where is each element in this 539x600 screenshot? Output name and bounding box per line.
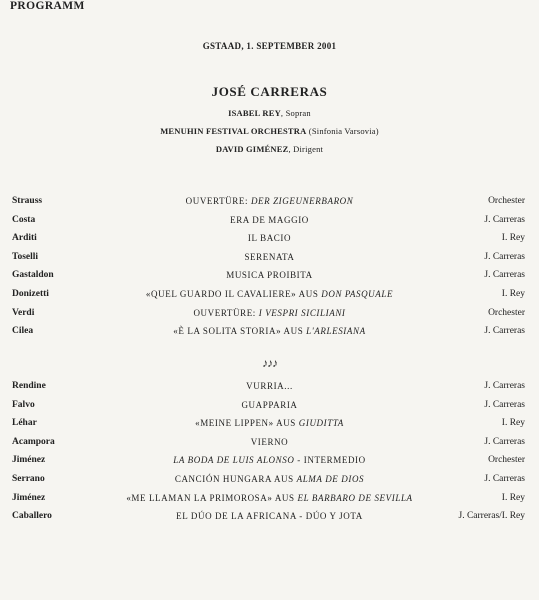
program-row [0,474,539,490]
work-title [0,252,539,262]
performer-name: J. Carreras [484,326,525,337]
main-performer: JOSÉ CARRERAS [211,84,328,99]
work-title [0,400,539,410]
performer-name: I. Rey [501,492,525,503]
work-text: «È LA SOLITA STORIA» AUS [173,326,307,337]
performer-name: J. Carreras [484,270,525,281]
work-text: «QUEL GUARDO IL CAVALIERE» AUS [145,289,322,299]
program-row [0,400,539,416]
work-opera-title: EL BARBARO DE SEVILLA [297,492,413,503]
program-row [0,252,539,268]
work-opera-title: I VESPRI SICILIANI [258,307,346,318]
performer-name: Orchester [488,455,525,466]
work-title [0,233,539,243]
composer-name: Gastaldon [12,270,54,281]
performer-name: Orchester [488,307,525,318]
program-row [0,196,539,212]
credit-role: , Sopran [280,108,311,118]
credit-role: , Dirigent [288,144,324,154]
program-row [0,455,539,471]
composer-name: Toselli [12,251,39,262]
work-text: «MEINE LIPPEN» AUS [195,418,299,429]
work-title [0,418,539,428]
work-opera-title: ALMA DE DIOS [296,474,365,484]
work-opera-title: DER ZIGEUNERBARON [250,196,354,206]
credit-role: (Sinfonia Varsovia) [306,126,379,136]
composer-name: Donizetti [12,289,49,299]
credit-name: MENUHIN FESTIVAL ORCHESTRA [160,126,307,136]
composer-name: Acampora [12,436,55,447]
performer-name: J. Carreras [484,474,525,484]
composer-name: Jiménez [12,455,46,466]
work-text: OUVERTÜRE: [193,307,259,318]
composer-name: Arditi [12,233,37,244]
work-opera-title: DON PASQUALE [321,289,394,299]
work-title [0,196,539,206]
work-title [0,474,539,484]
work-text: IL BACIO [247,233,292,244]
work-text: VURRIA... [246,381,293,391]
work-title [0,270,539,280]
work-text: ERA DE MAGGIO [230,214,309,225]
composer-name: Cilea [12,326,34,337]
work-title [0,308,539,318]
credit-soprano [0,108,539,118]
work-opera-title: L'ARLESIANA [306,326,366,337]
program-header: PROGRAMM [10,0,85,12]
performer-name: I. Rey [501,289,525,299]
composer-name: Strauss [12,196,43,206]
work-title [0,381,539,391]
composer-name: Costa [12,214,36,225]
work-text: MUSICA PROIBITA [226,270,313,281]
credit-orchestra [0,126,539,136]
work-title [0,215,539,225]
work-opera-title: LA BODA DE LUIS ALONSO [173,455,295,466]
composer-name: Falvo [12,399,35,410]
credit-name: DAVID GIMÉNEZ [215,144,289,154]
composer-name: Léhar [12,418,37,429]
program-row [0,326,539,342]
credit-name: ISABEL REY [228,108,281,118]
performer-name: J. Carreras [484,251,525,262]
program-row [0,437,539,453]
composer-name: Serrano [12,474,45,484]
work-title [0,326,539,336]
music-notes-icon: ♪♪♪ [262,356,277,370]
composer-name: Verdi [12,307,35,318]
work-title [0,455,539,465]
performer-name: J. Carreras/I. Rey [458,511,525,522]
performer-name: I. Rey [501,418,525,429]
work-text: «ME LLAMAN LA PRIMOROSA» AUS [126,492,298,503]
performer-name: J. Carreras [484,399,525,410]
work-text: CANCIÓN HUNGARA AUS [174,474,297,484]
performer-name: I. Rey [501,233,525,244]
program-row [0,270,539,286]
work-text: EL DÚO DE LA AFRICANA - DÚO Y JOTA [176,511,363,522]
program-row [0,511,539,527]
performer-name: J. Carreras [484,381,525,391]
program-row [0,289,539,305]
composer-name: Jiménez [12,492,46,503]
credit-conductor [0,144,539,154]
performer-name: J. Carreras [484,436,525,447]
performer-name: Orchester [488,196,525,206]
work-text: SERENATA [244,251,295,262]
concert-date: GSTAAD, 1. SEPTEMBER 2001 [202,41,337,51]
work-title [0,289,539,299]
program-row [0,381,539,397]
composer-name: Caballero [12,511,52,522]
performer-name: J. Carreras [484,214,525,225]
composer-name: Rendine [12,381,46,391]
work-text: OUVERTÜRE: [185,196,251,206]
program-row [0,215,539,231]
program-row [0,233,539,249]
work-title [0,437,539,447]
work-opera-title: GIUDITTA [298,418,344,429]
program-row [0,418,539,434]
program-row [0,308,539,324]
work-suffix: - INTERMEDIO [294,455,366,466]
work-text: GUAPPARIA [241,399,298,410]
program-row [0,493,539,509]
work-title [0,493,539,503]
work-text: VIERNO [250,436,289,447]
